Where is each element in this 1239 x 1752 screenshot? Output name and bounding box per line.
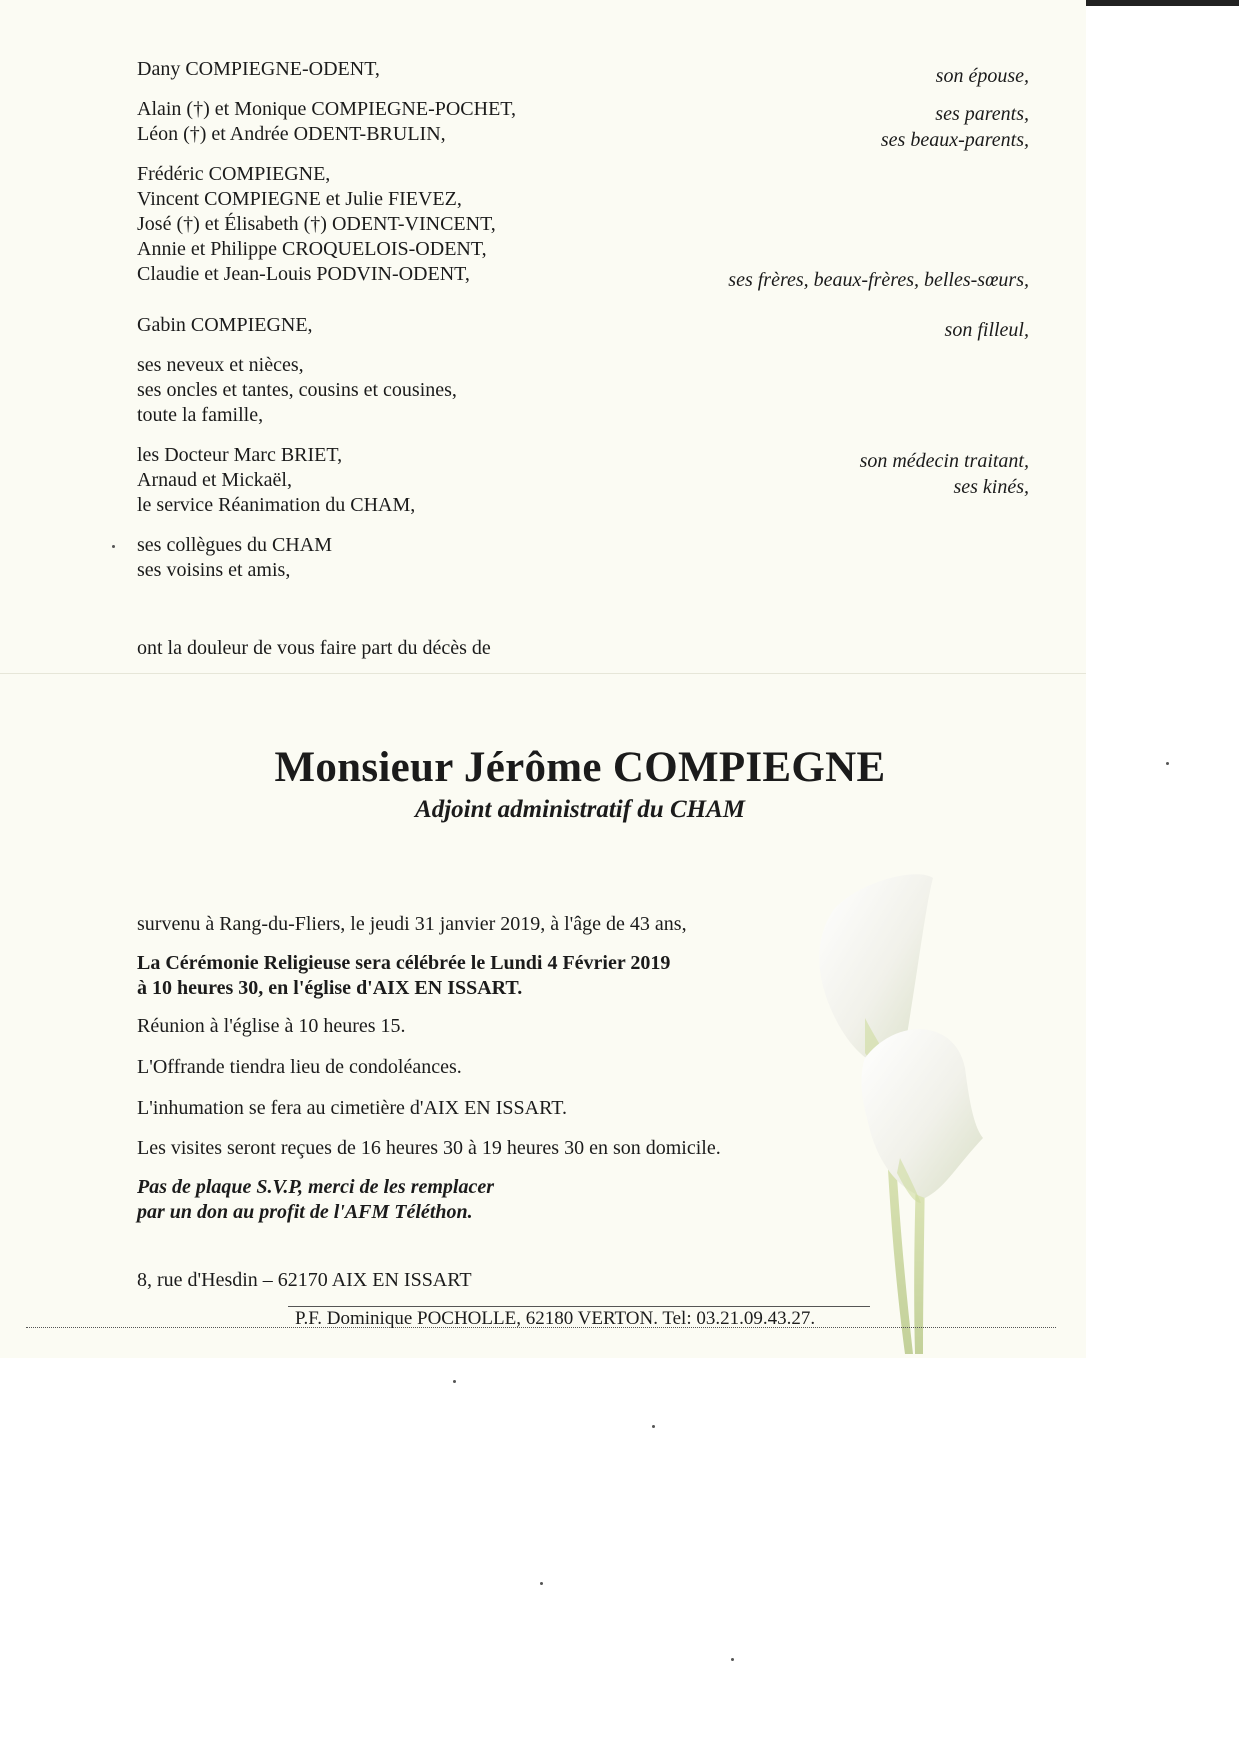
relation-label: ses frères, beaux-frères, belles-sœurs, [728,269,1029,291]
family-line: Arnaud et Mickaël, [137,469,292,491]
calla-lily-image [805,868,1035,1358]
relation-label: son médecin traitant, [859,450,1029,472]
bottom-dotted-rule [26,1327,1056,1328]
family-line: Claudie et Jean-Louis PODVIN-ODENT, [137,263,470,285]
scan-speck [731,1658,734,1661]
scan-speck [540,1582,543,1585]
family-line: Léon (†) et Andrée ODENT-BRULIN, [137,123,446,145]
relation-label: son filleul, [944,319,1029,341]
scan-speck [1166,762,1169,765]
ceremony-line: à 10 heures 30, en l'église d'AIX EN ISSART. [137,977,523,999]
deceased-name: Monsieur Jérôme COMPIEGNE [274,744,886,791]
scan-speck [453,1380,456,1383]
no-plaque-line: par un don au profit de l'AFM Téléthon. [137,1201,473,1223]
family-line: le service Réanimation du CHAM, [137,494,416,516]
address-line: 8, rue d'Hesdin – 62170 AIX EN ISSART [137,1269,472,1291]
family-line: Dany COMPIEGNE-ODENT, [137,58,380,80]
offrande-line: L'Offrande tiendra lieu de condoléances. [137,1056,462,1078]
family-line: Annie et Philippe CROQUELOIS-ODENT, [137,238,487,260]
announcement-text: ont la douleur de vous faire part du décès de [137,637,491,659]
scan-speck [652,1425,655,1428]
deceased-details: survenu à Rang-du-Fliers, le jeudi 31 janvier 2019, à l'âge de 43 ans, [137,913,687,935]
ceremony-line: La Cérémonie Religieuse sera célébrée le Lundi 4 Février 2019 [137,952,671,974]
fold-line [0,673,1086,674]
inhumation-line: L'inhumation se fera au cimetière d'AIX EN ISSART. [137,1097,567,1119]
no-plaque-line: Pas de plaque S.V.P, merci de les remplacer [137,1176,495,1198]
relation-label: ses kinés, [953,476,1029,498]
family-line: Alain (†) et Monique COMPIEGNE-POCHET, [137,98,517,120]
scan-edge-line [1086,0,1239,6]
family-line: Gabin COMPIEGNE, [137,314,313,336]
family-line: toute la famille, [137,404,264,426]
family-line: Frédéric COMPIEGNE, [137,163,331,185]
family-line: ses neveux et nièces, [137,354,304,376]
deceased-role: Adjoint administratif du CHAM [415,796,745,823]
visits-line: Les visites seront reçues de 16 heures 30 à 19 heures 30 en son domicile. [137,1137,721,1159]
family-line: Vincent COMPIEGNE et Julie FIEVEZ, [137,188,462,210]
relation-label: ses beaux-parents, [880,129,1029,151]
scan-speck [112,545,115,548]
reunion-line: Réunion à l'église à 10 heures 15. [137,1015,406,1037]
family-line: ses voisins et amis, [137,559,291,581]
funeral-home-line: P.F. Dominique POCHOLLE, 62180 VERTON. Tel: 03.21.09.43.27. [295,1308,816,1329]
family-line: ses collègues du CHAM [137,534,332,556]
family-line: ses oncles et tantes, cousins et cousines, [137,379,457,401]
relation-label: son épouse, [935,65,1029,87]
family-line: José (†) et Élisabeth (†) ODENT-VINCENT, [137,213,496,235]
family-line: les Docteur Marc BRIET, [137,444,343,466]
relation-label: ses parents, [935,103,1029,125]
